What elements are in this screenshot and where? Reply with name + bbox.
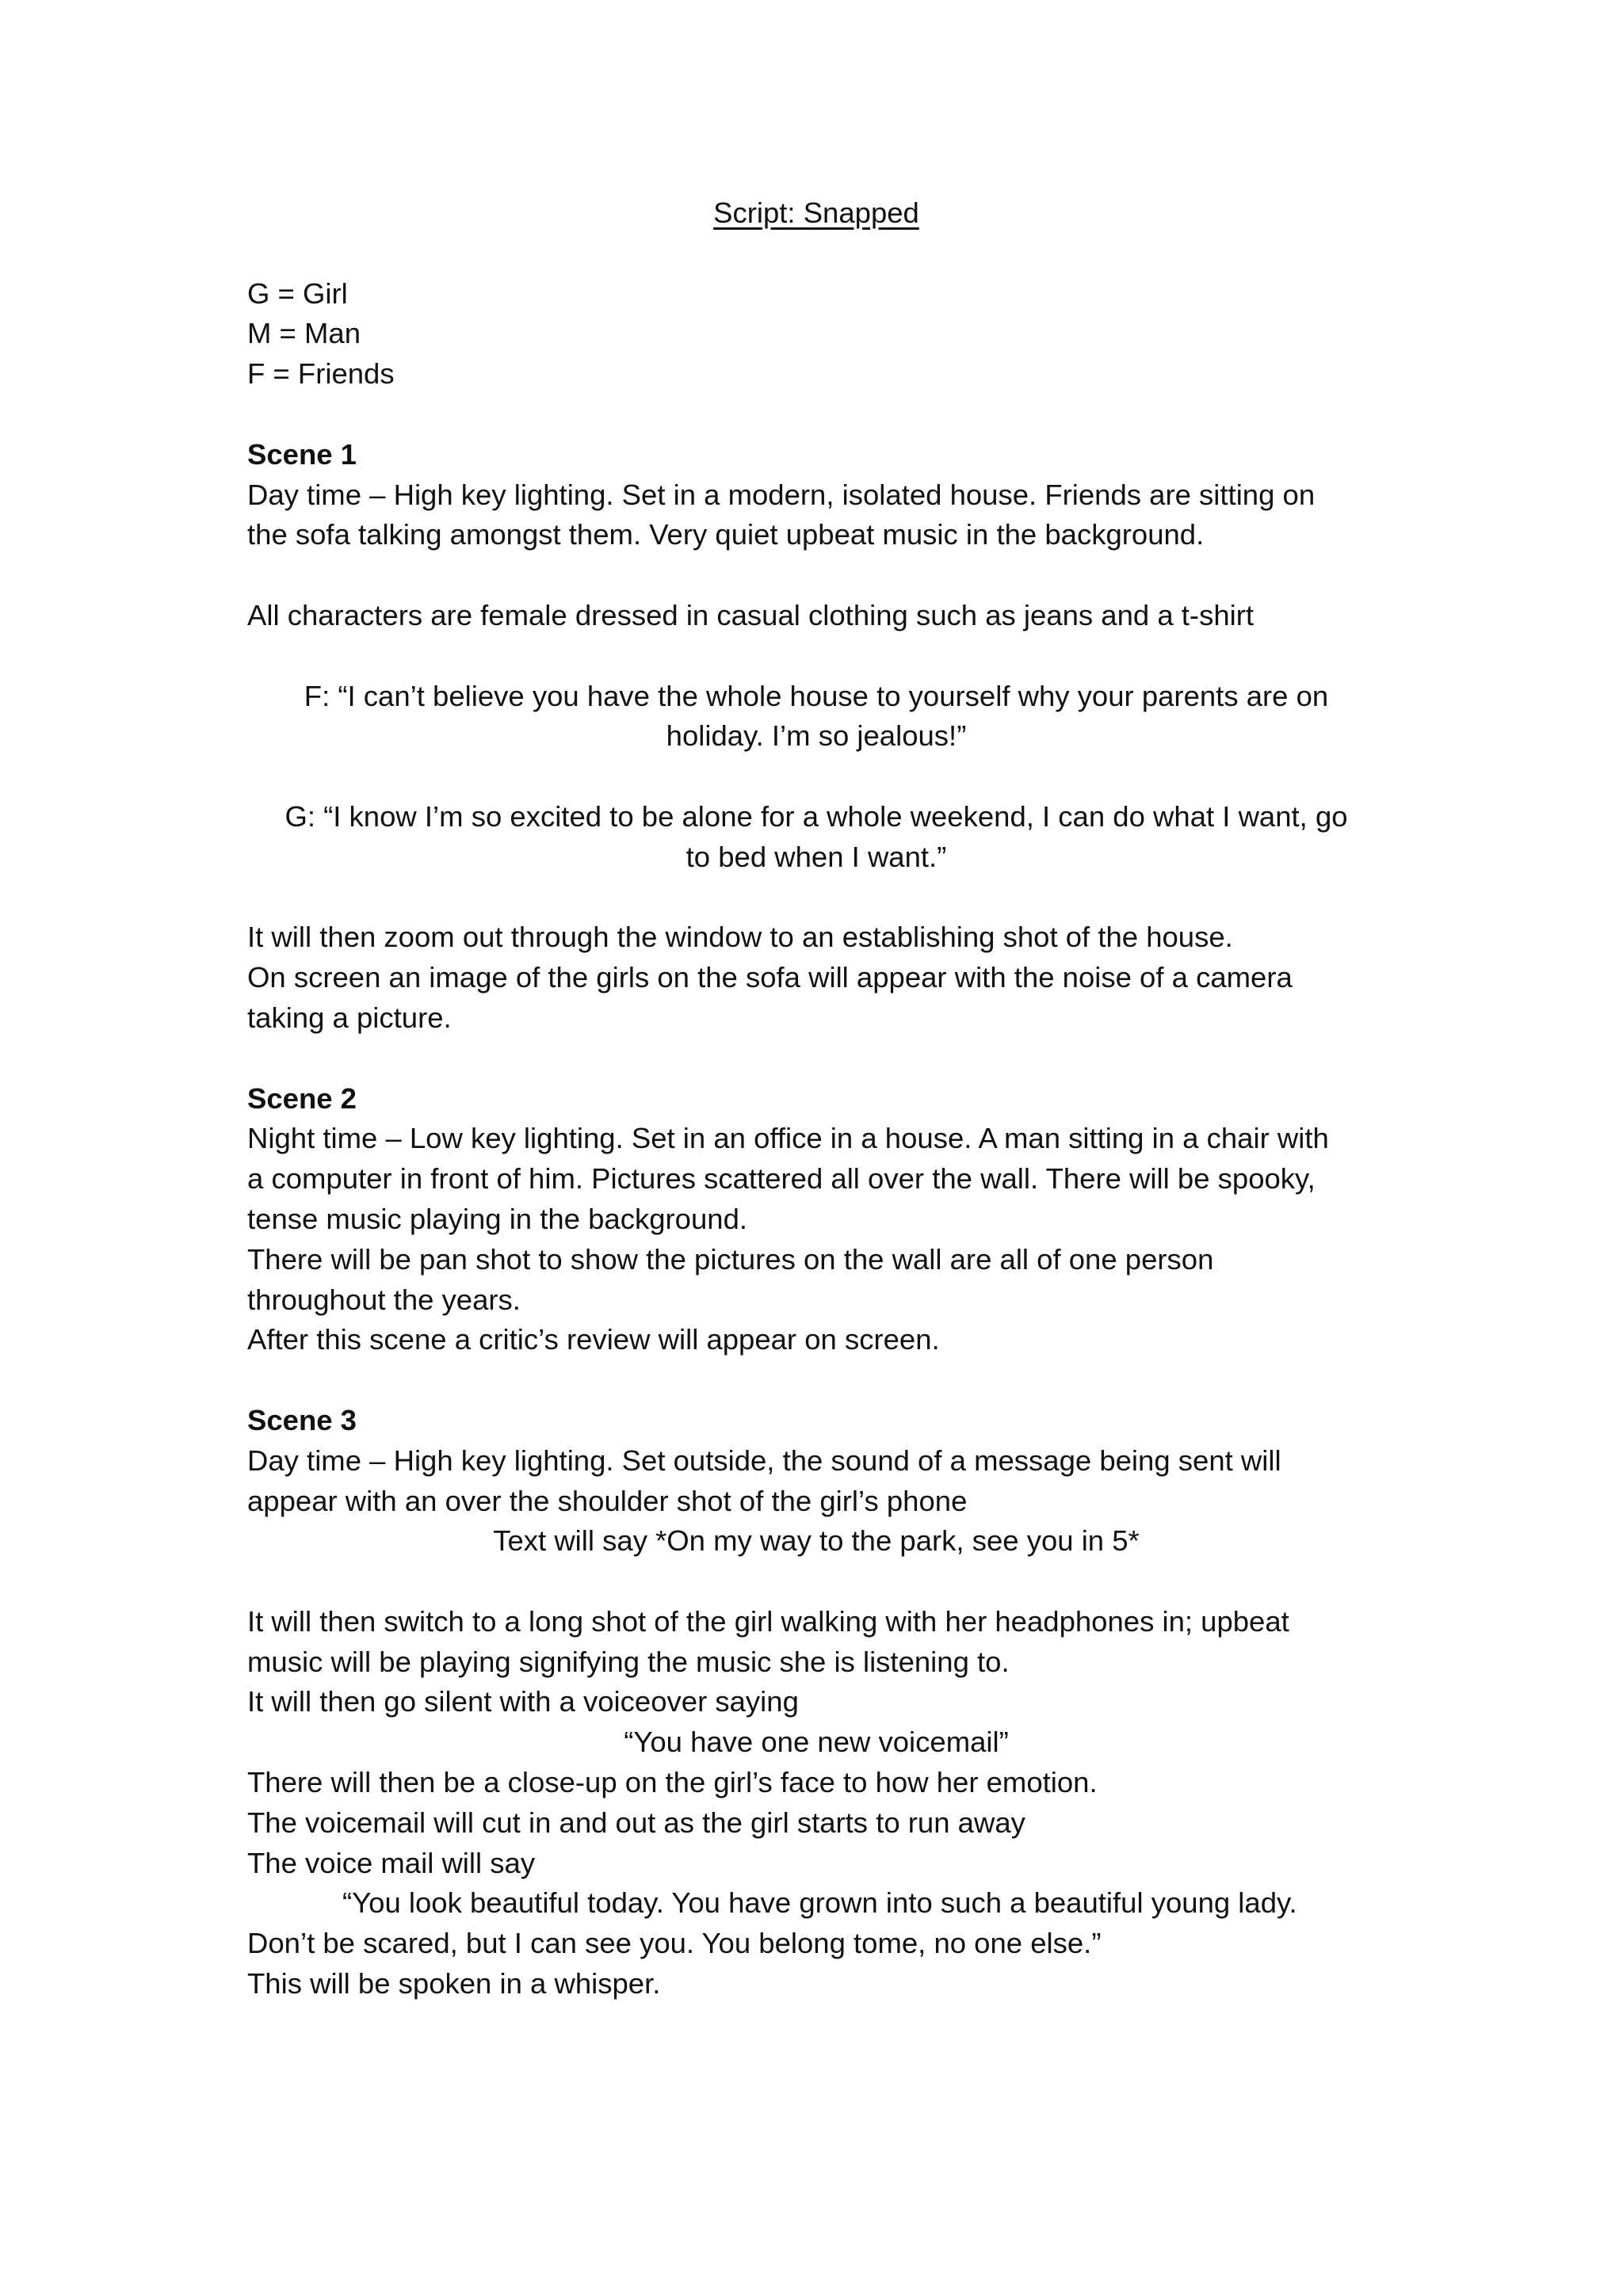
scene1-after-line: taking a picture. (247, 1001, 452, 1034)
scene2-desc-line: a computer in front of him. Pictures scattered all over the wall. There will be spooky, (247, 1162, 1316, 1196)
spacer (247, 1360, 1385, 1401)
document-title: Script: Snapped (713, 196, 919, 229)
key-man: M = Man (247, 317, 361, 350)
spacer (247, 636, 1385, 677)
scene3-after-line: It will then go silent with a voiceover saying (247, 1685, 799, 1718)
spacer (247, 878, 1385, 918)
document-page (247, 193, 1385, 2004)
scene3-after2-line: The voice mail will say (247, 1846, 536, 1879)
scene1-after-line: On screen an image of the girls on the sofa will appear with the noise of a camera (247, 961, 1293, 994)
friends-dialogue-line: F: “I can’t believe you have the whole house to yourself why your parents are on (304, 679, 1329, 712)
voicemail-line: “You look beautiful today. You have grown into such a beautiful young lady. (342, 1886, 1297, 1920)
spacer (247, 395, 1385, 435)
key-friends: F = Friends (247, 357, 395, 391)
scene1-costume: All characters are female dressed in casual clothing such as jeans and a t-shirt (247, 598, 1254, 631)
scene3-heading: Scene 3 (247, 1403, 357, 1436)
spacer (247, 1039, 1385, 1079)
scene2-heading: Scene 2 (247, 1081, 357, 1115)
scene2-desc-line: throughout the years. (247, 1283, 521, 1316)
scene1-desc-line: Day time – High key lighting. Set in a modern, isolated house. Friends are sitting on (247, 478, 1316, 511)
spacer (247, 1562, 1385, 1602)
voiceover-line: “You have one new voicemail” (624, 1726, 1009, 1759)
scene1-heading: Scene 1 (247, 437, 357, 471)
scene3-desc-line: Day time – High key lighting. Set outside, the sound of a message being sent will (247, 1444, 1281, 1477)
scene3-after2-line: There will then be a close-up on the girl’s face to how her emotion. (247, 1766, 1098, 1799)
spacer (247, 555, 1385, 596)
scene2-desc-line: Night time – Low key lighting. Set in an office in a house. A man sitting in a chair with (247, 1122, 1329, 1155)
text-message-line: Text will say *On my way to the park, see you in 5* (493, 1524, 1140, 1558)
scene2-desc-line: tense music playing in the background. (247, 1202, 748, 1235)
key-girl: G = Girl (247, 277, 348, 310)
voicemail-line: Don’t be scared, but I can see you. You belong tome, no one else.” (247, 1927, 1102, 1960)
scene3-after-line: music will be playing signifying the music she is listening to. (247, 1645, 1010, 1678)
scene3-closing: This will be spoken in a whisper. (247, 1967, 661, 2000)
scene2-desc-line: There will be pan shot to show the pictures on the wall are all of one person (247, 1242, 1214, 1276)
friends-dialogue-line: holiday. I’m so jealous!” (666, 719, 967, 753)
spacer (247, 234, 1385, 274)
scene3-after2-line: The voicemail will cut in and out as the girl starts to run away (247, 1806, 1025, 1839)
scene2-desc-line: After this scene a critic’s review will appear on screen. (247, 1323, 940, 1356)
girl-dialogue-line: to bed when I want.” (685, 840, 947, 873)
scene1-desc-line: the sofa talking amongst them. Very quiet upbeat music in the background. (247, 518, 1205, 551)
scene1-after-line: It will then zoom out through the window to an establishing shot of the house. (247, 921, 1233, 954)
scene3-after-line: It will then switch to a long shot of the girl walking with her headphones in; upbeat (247, 1604, 1289, 1638)
girl-dialogue-line: G: “I know I’m so excited to be alone for a whole weekend, I can do what I want, go (285, 799, 1348, 833)
spacer (247, 757, 1385, 797)
title-line (247, 193, 1385, 234)
scene3-desc-line: appear with an over the shoulder shot of the girl’s phone (247, 1484, 968, 1517)
